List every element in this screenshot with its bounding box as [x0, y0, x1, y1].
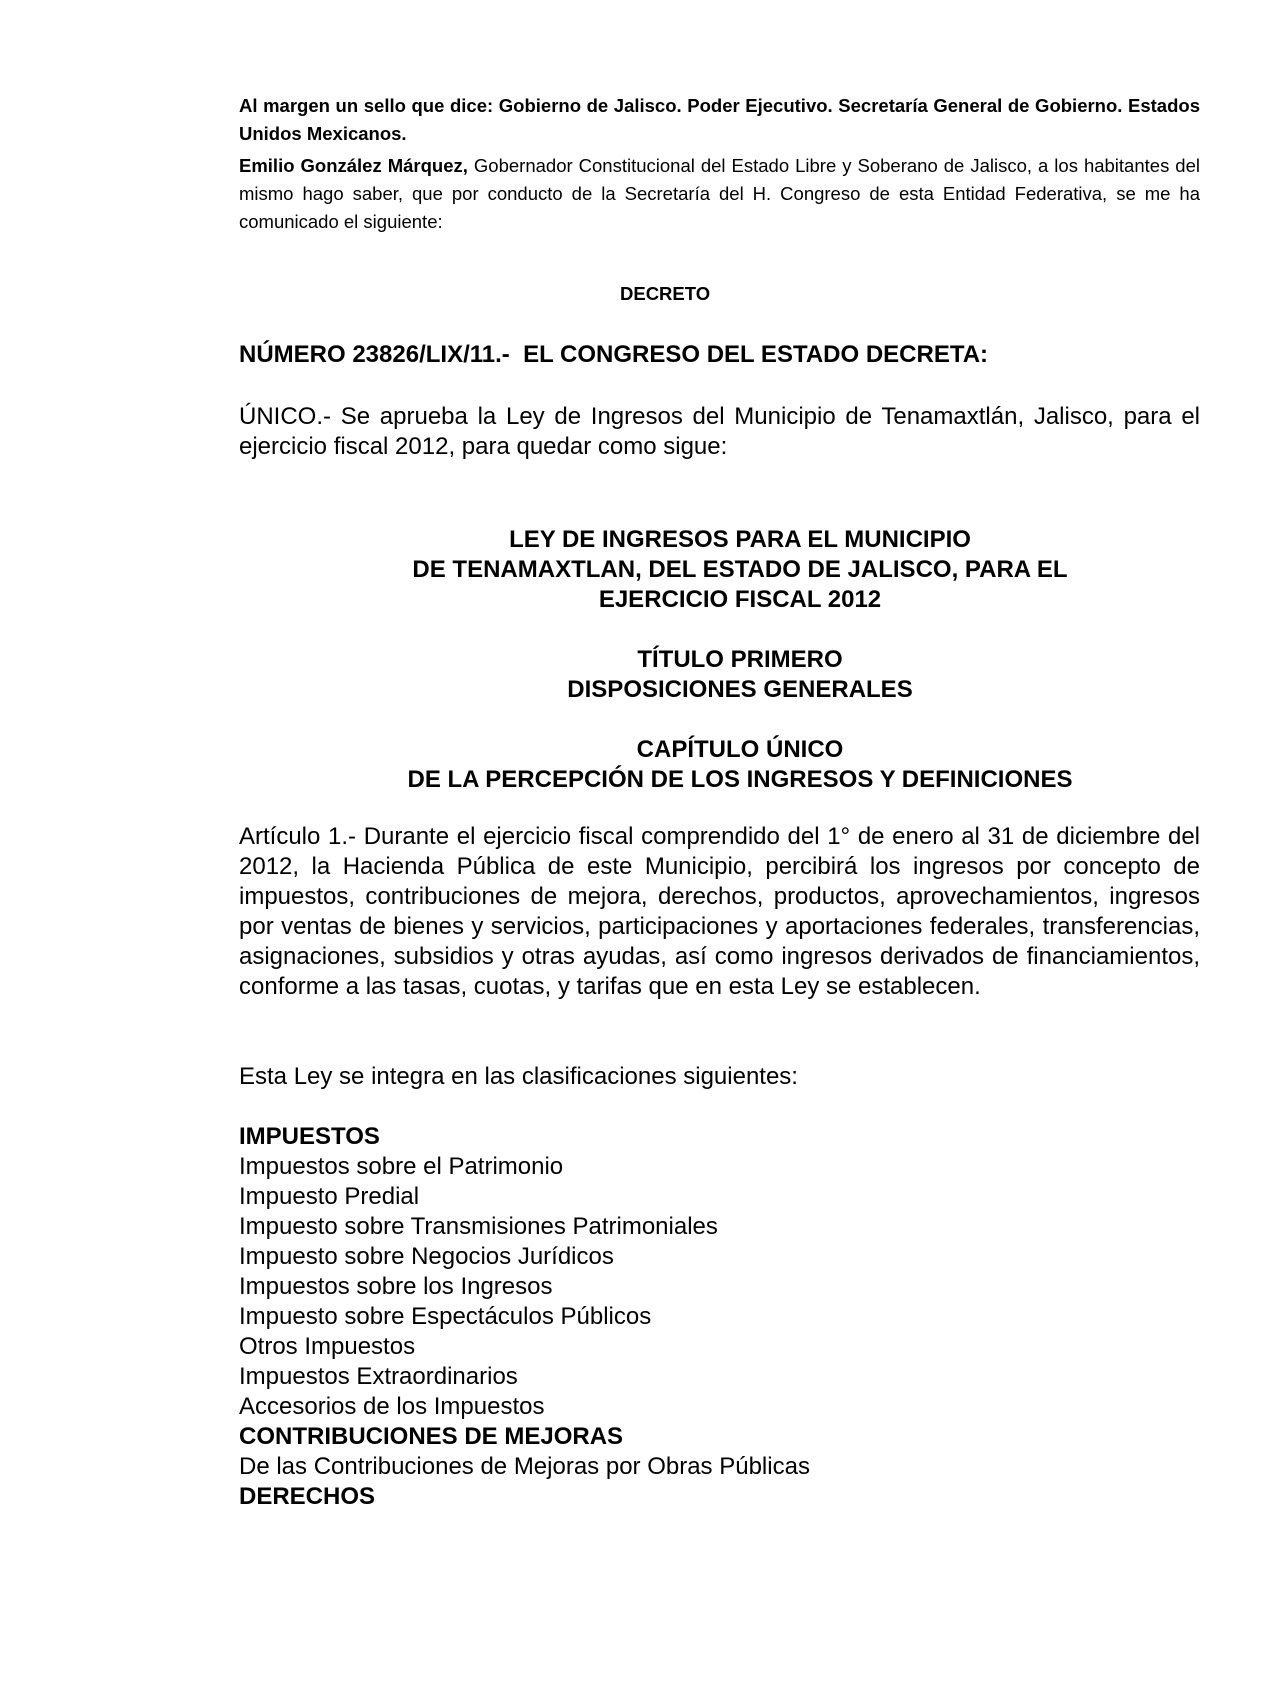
contribuciones-heading: CONTRIBUCIONES DE MEJORAS	[239, 1423, 624, 1450]
unico-paragraph: ÚNICO.- Se aprueba la Ley de Ingresos del Municipio de Tenamaxtlán, Jalisco, para el ejercicio fiscal 2012, para quedar como sigue:	[239, 403, 1200, 460]
decree-number: NÚMERO 23826/LIX/11.- EL CONGRESO DEL ESTADO DECRETA:	[239, 341, 989, 368]
list-item: Impuestos Extraordinarios	[239, 1363, 518, 1390]
decree-label: DECRETO	[620, 283, 711, 304]
list-item: Impuesto sobre Transmisiones Patrimoniales	[239, 1213, 718, 1240]
chapter-heading	[330, 735, 1150, 795]
chapter-line-2: DE LA PERCEPCIÓN DE LOS INGRESOS Y DEFINICIONES	[407, 766, 1073, 793]
decree-label-block	[620, 280, 840, 308]
decree-number-block	[239, 340, 1200, 370]
derechos-heading: DERECHOS	[239, 1483, 376, 1510]
chapter-line-1: CAPÍTULO ÚNICO	[636, 736, 844, 763]
list-item: Impuestos sobre los Ingresos	[239, 1273, 553, 1300]
list-item: De las Contribuciones de Mejoras por Obras Públicas	[239, 1453, 810, 1480]
title-section-line-2: DISPOSICIONES GENERALES	[567, 676, 913, 703]
list-item: Accesorios de los Impuestos	[239, 1393, 545, 1420]
classification-list	[239, 1122, 1200, 1512]
governor-name: Emilio González Márquez,	[239, 155, 468, 176]
article-1-block	[239, 822, 1200, 1002]
law-title-line-1: LEY DE INGRESOS PARA EL MUNICIPIO	[509, 526, 971, 553]
law-title	[330, 525, 1150, 615]
impuestos-heading: IMPUESTOS	[239, 1123, 380, 1150]
list-item: Otros Impuestos	[239, 1333, 416, 1360]
classification-intro: Esta Ley se integra en las clasificaciones siguientes:	[239, 1063, 798, 1090]
intro-block	[239, 152, 1200, 236]
intro-paragraph	[239, 152, 1200, 236]
unico-block	[239, 402, 1200, 462]
list-item: Impuesto sobre Espectáculos Públicos	[239, 1303, 652, 1330]
title-section-line-1: TÍTULO PRIMERO	[637, 646, 843, 673]
law-title-line-2: DE TENAMAXTLAN, DEL ESTADO DE JALISCO, PARA EL	[412, 556, 1068, 583]
title-section	[330, 645, 1150, 705]
header-note: Al margen un sello que dice: Gobierno de Jalisco. Poder Ejecutivo. Secretaría General de Gobierno. Estados Unidos Mexicanos.	[239, 95, 1200, 144]
intro-text: Gobernador Constitucional del Estado Libre y Soberano de Jalisco, a los habitantes del mismo hago saber, que por conducto de la Secretaría del H. Congreso de esta Entidad Federativa, se me ha comunicado el siguiente:	[239, 155, 1200, 232]
header-note-block	[239, 92, 1200, 148]
classification-intro-block	[239, 1062, 1200, 1092]
law-title-line-3: EJERCICIO FISCAL 2012	[598, 586, 882, 613]
article-1-paragraph: Artículo 1.- Durante el ejercicio fiscal comprendido del 1° de enero al 31 de diciembre del 2012, la Hacienda Pública de este Municipio, percibirá los ingresos por concepto de impuestos, contribuciones de mejora, derechos, productos, aprovechamientos, ingresos por ventas de bienes y servicios, participaciones y aportaciones federales, transferencias, asignaciones, subsidios y otras ayudas, así como ingresos derivados de financiamientos, conforme a las tasas, cuotas, y tarifas que en esta Ley se establecen.	[239, 823, 1200, 1000]
list-item: Impuesto Predial	[239, 1183, 420, 1210]
list-item: Impuesto sobre Negocios Jurídicos	[239, 1243, 614, 1270]
list-item: Impuestos sobre el Patrimonio	[239, 1153, 564, 1180]
